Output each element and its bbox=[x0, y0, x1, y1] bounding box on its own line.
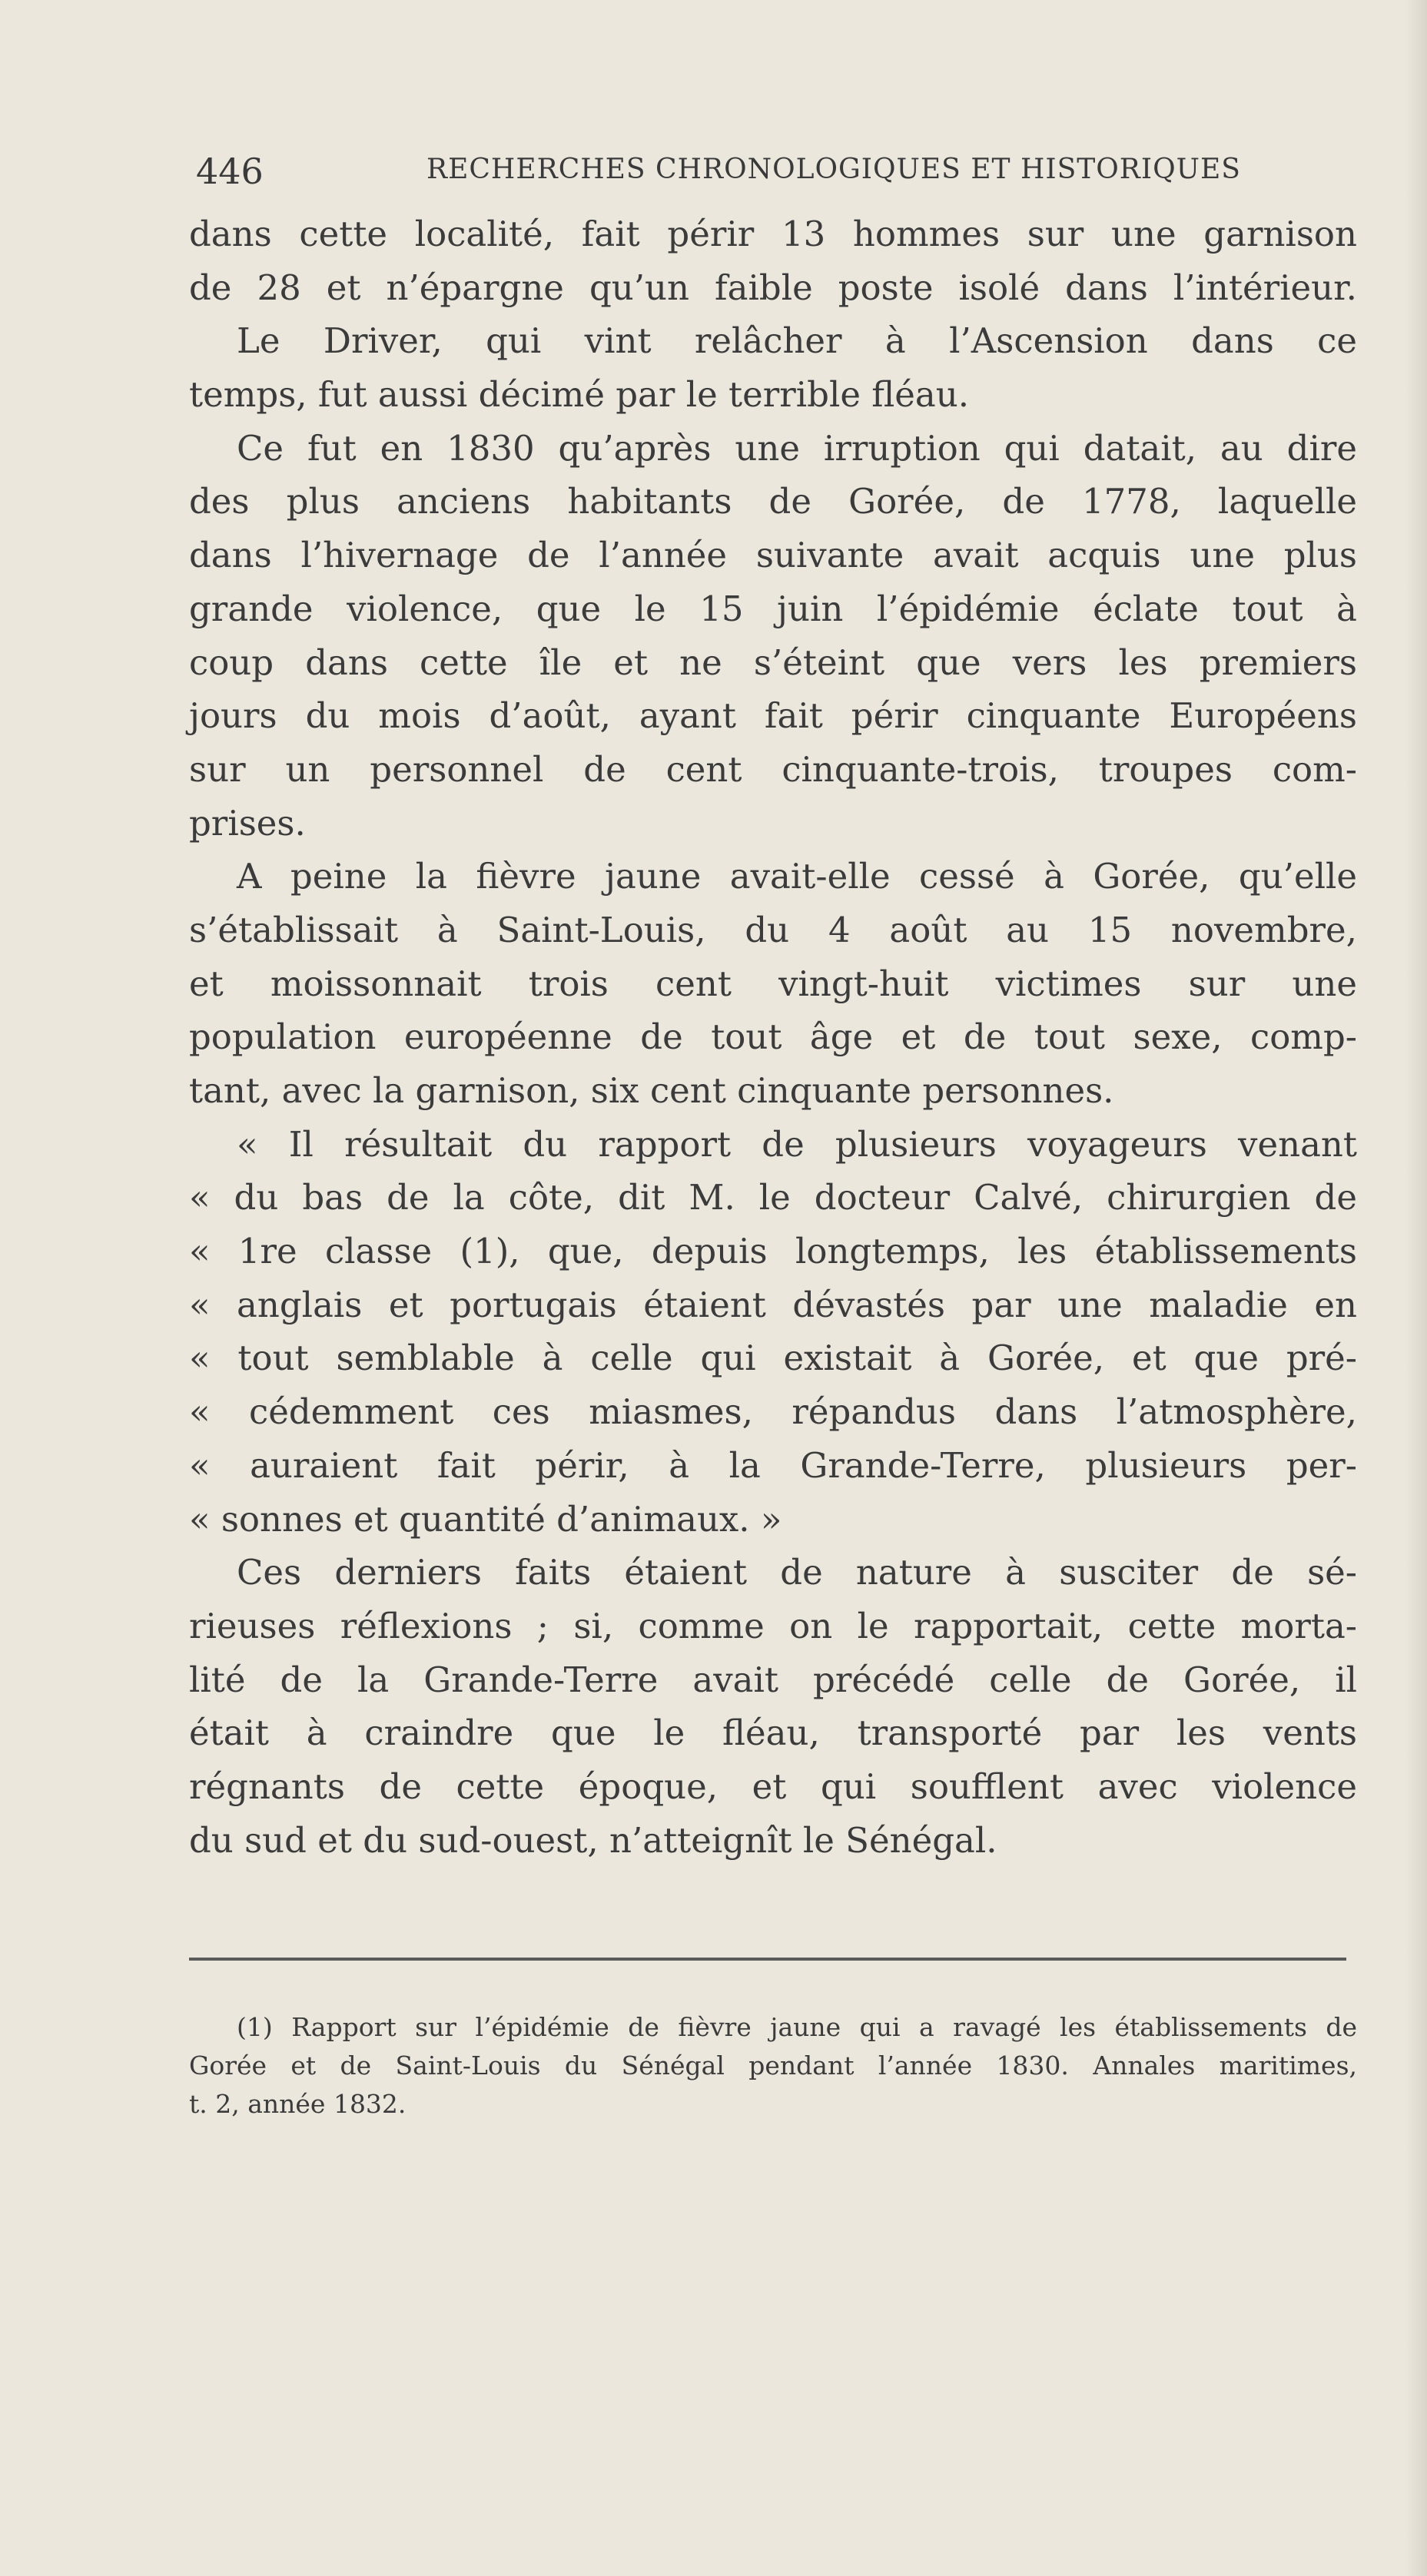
footnote-line: (1) Rapport sur l’épidémie de fièvre jaune qui a ravagé les établissements de bbox=[237, 2012, 1357, 2042]
text-line: coup dans cette île et ne s’éteint que vers les premiers bbox=[189, 642, 1357, 683]
text-line: « sonnes et quantité d’animaux. » bbox=[189, 1498, 782, 1540]
text-line: jours du mois d’août, ayant fait périr cinquante Européens bbox=[189, 695, 1357, 737]
footnotes bbox=[189, 2008, 1357, 2123]
text-line: « du bas de la côte, dit M. le docteur Calvé, chirurgien de bbox=[189, 1177, 1357, 1218]
text-line: lité de la Grande-Terre avait précédé celle de Gorée, il bbox=[189, 1659, 1357, 1700]
page-edge-shadow bbox=[1405, 0, 1427, 2576]
text-line: « Il résultait du rapport de plusieurs voyageurs venant bbox=[237, 1123, 1357, 1165]
text-line: A peine la fièvre jaune avait-elle cessé à Gorée, qu’elle bbox=[237, 856, 1357, 897]
text-line: du sud et du sud-ouest, n’atteignît le Sénégal. bbox=[189, 1819, 997, 1861]
text-line: rieuses réflexions ; si, comme on le rapportait, cette morta- bbox=[189, 1605, 1357, 1646]
text-line: s’établissait à Saint-Louis, du 4 août au 15 novembre, bbox=[189, 909, 1357, 950]
text-line: et moissonnait trois cent vingt-huit victimes sur une bbox=[189, 963, 1357, 1004]
text-line: Ces derniers faits étaient de nature à susciter de sé- bbox=[237, 1552, 1357, 1593]
text-line: temps, fut aussi décimé par le terrible fléau. bbox=[189, 374, 970, 416]
text-line: « auraient fait périr, à la Grande-Terre, plusieurs per- bbox=[189, 1444, 1357, 1486]
text-line: grande violence, que le 15 juin l’épidémie éclate tout à bbox=[189, 588, 1357, 629]
page-number: 446 bbox=[196, 151, 264, 192]
text-line: dans cette localité, fait périr 13 hommes sur une garnison bbox=[189, 214, 1357, 254]
running-title: RECHERCHES CHRONOLOGIQUES ET HISTORIQUES bbox=[426, 154, 1241, 185]
text-line: était à craindre que le fléau, transporté par les vents bbox=[189, 1712, 1357, 1754]
footnote-separator bbox=[189, 1958, 1346, 1961]
text-line: Le Driver, qui vint relâcher à l’Ascension dans ce bbox=[237, 320, 1357, 362]
text-line: « tout semblable à celle qui existait à Gorée, et que pré- bbox=[189, 1338, 1357, 1379]
text-line: des plus anciens habitants de Gorée, de 1778, laquelle bbox=[189, 481, 1357, 522]
running-header bbox=[196, 151, 1356, 197]
text-line: dans l’hivernage de l’année suivante avait acquis une plus bbox=[189, 535, 1357, 576]
text-line: « cédemment ces miasmes, répandus dans l’atmosphère, bbox=[189, 1391, 1357, 1433]
body-text bbox=[189, 207, 1357, 1867]
text-line: de 28 et n’épargne qu’un faible poste isolé dans l’intérieur. bbox=[189, 267, 1357, 308]
text-line: prises. bbox=[189, 802, 306, 844]
text-line: population européenne de tout âge et de tout sexe, comp- bbox=[189, 1016, 1357, 1058]
text-line: régnants de cette époque, et qui soufflent avec violence bbox=[189, 1765, 1357, 1807]
text-line: « 1re classe (1), que, depuis longtemps, les établissements bbox=[189, 1231, 1357, 1272]
footnote-line: t. 2, année 1832. bbox=[189, 2089, 407, 2119]
text-line: « anglais et portugais étaient dévastés par une maladie en bbox=[189, 1284, 1357, 1325]
text-line: tant, avec la garnison, six cent cinquante personnes. bbox=[189, 1070, 1114, 1111]
footnote-line: Gorée et de Saint-Louis du Sénégal pendant l’année 1830. Annales maritimes, bbox=[189, 2051, 1357, 2080]
text-line: Ce fut en 1830 qu’après une irruption qui datait, au dire bbox=[237, 427, 1357, 469]
text-line: sur un personnel de cent cinquante-trois, troupes com- bbox=[189, 748, 1357, 790]
